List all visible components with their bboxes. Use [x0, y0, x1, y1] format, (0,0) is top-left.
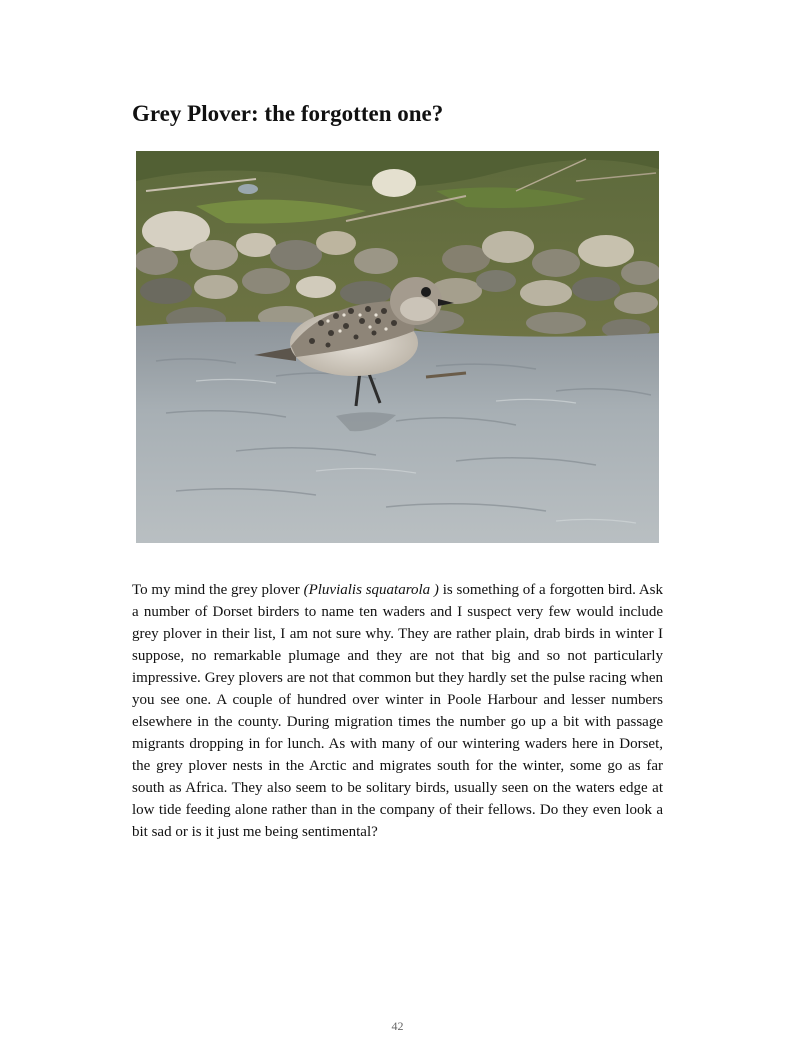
paragraph-body: is something of a forgotten bird. Ask a number of Dorset birders to name ten waders and I suspect very few would include grey plover in their list, I am not sure why. They are rather plain, drab birds in winter I suppose, no remarkable plumage and they are not that big and so not particularly impressive. Grey plovers are not that common but they hardly set the pulse racing when you see one. A couple of hundred over winter in Poole Harbour and lesser numbers elsewhere in the county. During migration times the number go up a bit with passage migrants dropping in for lunch. As with many of our wintering waders here in Dorset, the grey plover nests in the Arctic and migrates south for the winter, some go as far south as Africa. They also seem to be solitary birds, usually seen on the waters edge at low tide feeding alone rather than in the company of their fellows. Do they even look a bit sad or is it just me being sentimental?	[132, 582, 663, 840]
page-number: 42	[391, 1019, 404, 1033]
paragraph-intro: To my mind the grey plover	[132, 582, 304, 598]
page-title: Grey Plover: the forgotten one?	[132, 101, 444, 126]
article-paragraph	[132, 579, 663, 843]
species-name: (Pluvialis squatarola )	[303, 582, 439, 598]
grey-plover-photo	[136, 151, 659, 543]
